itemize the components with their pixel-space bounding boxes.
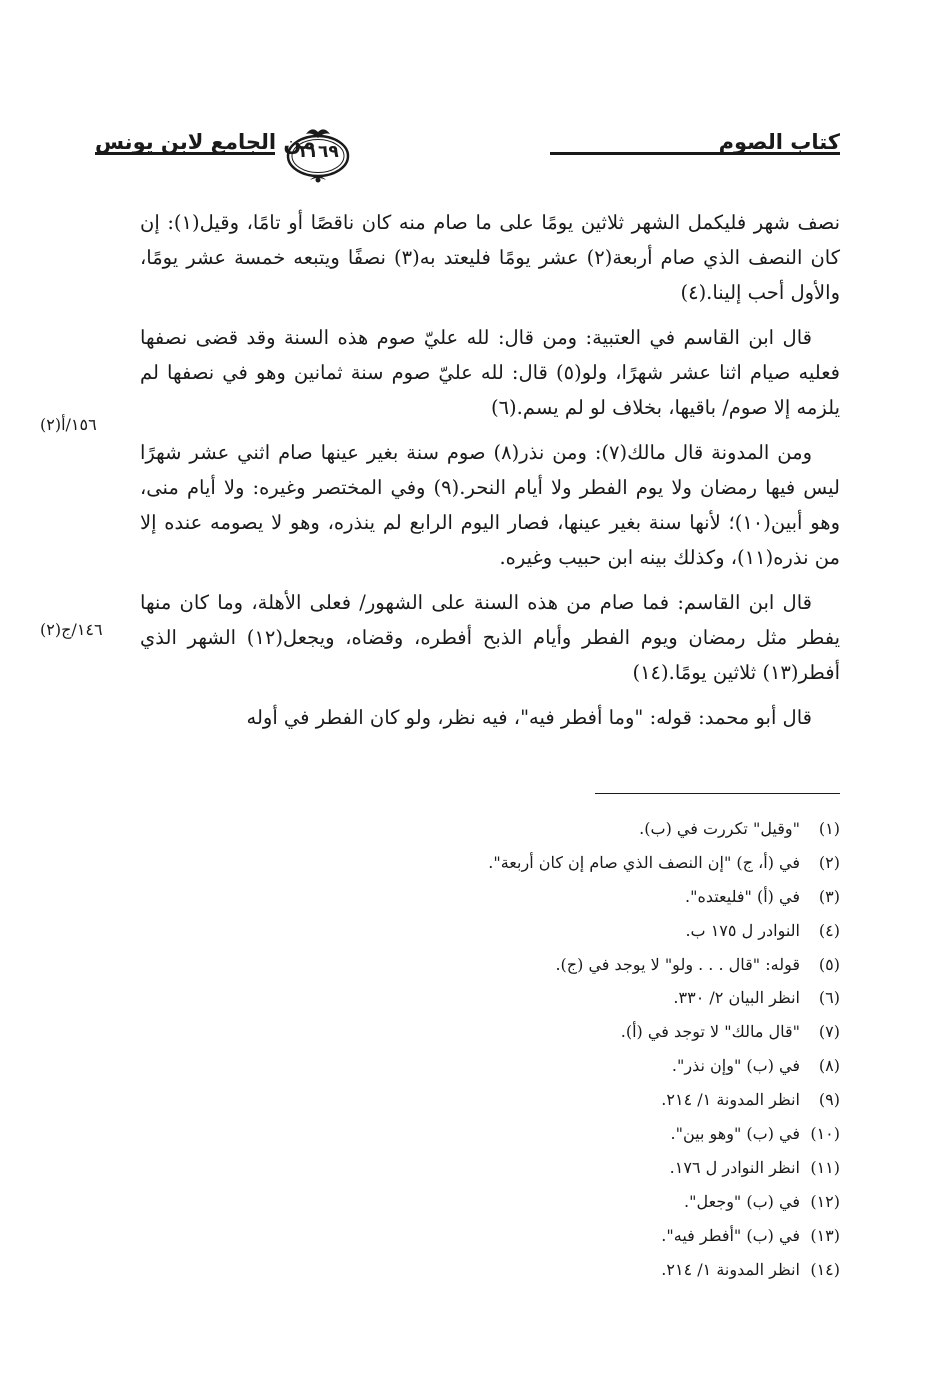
footnote-number: (٨) — [818, 1056, 840, 1076]
footnote-text: انظر البيان ٢/ ٣٣٠. — [673, 988, 800, 1008]
chapter-title: كتاب الصوم — [718, 130, 840, 154]
footnote-number: (٧) — [818, 1022, 840, 1042]
footnote-number: (١٤) — [810, 1259, 840, 1279]
header-rule-right — [550, 152, 840, 155]
paragraph: ومن المدونة قال مالك(٧): ومن نذر(٨) صوم سنة بغير عينها صام اثني عشر شهرًا ليس فيها رمضان ولا يوم الفطر ولا أيام النحر.(٩) وفي المختصر وغيره: ولا أيام منى، وهو أبين(١٠)؛ لأنها سنة بغير عينها، فصار اليوم الرابع لم ينذره، وهو لا يصومه عنده إلا من نذره(١١)، وكذلك بينه ابن حبيب وغيره. — [140, 441, 841, 569]
footnote-text: في (ب) "وهو بين". — [670, 1124, 800, 1144]
footnote-number: (١) — [818, 819, 840, 838]
footnote-text: في (ب) "وجعل". — [684, 1191, 800, 1211]
footnote-separator — [595, 793, 840, 794]
paragraph: قال أبو محمد: قوله: "وما أفطر فيه"، فيه نظر، ولو كان الفطر في أوله — [246, 706, 812, 729]
footnote-number: (١٠) — [810, 1124, 840, 1144]
footnote — [300, 1049, 840, 1083]
paragraph: قال ابن القاسم: فما صام من هذه السنة على الشهور/ فعلى الأهلة، وما كان منها يفطر مثل رمضان ويوم الفطر وأيام الذبح أفطره، وقضاه، ويجعل(١٢) الشهر الذي أفطر(١٣) ثلاثين يومًا.(١٤) — [140, 591, 840, 684]
footnote — [300, 1185, 840, 1219]
footnote-number: (١٢) — [810, 1191, 840, 1211]
footnote — [300, 1015, 840, 1049]
footnote-number: (١٣) — [810, 1225, 840, 1245]
page-number: ١١٦٩ — [297, 142, 339, 162]
footnote-text: انظر النوادر ل ١٧٦. — [669, 1157, 800, 1177]
footnote — [300, 1117, 840, 1151]
footnote — [300, 981, 840, 1015]
paragraph: قال ابن القاسم في العتبية: ومن قال: لله عليّ صوم هذه السنة وقد قضى نصفها فعليه صيام اثنا عشر شهرًا، ولو(٥) قال: لله عليّ صوم سنة ثمانين وهو في نصفها لم يلزمه إلا صوم/ باقيها، بخلاف لو لم يسم.(٦) — [140, 326, 840, 419]
footnote-number: (٩) — [818, 1090, 840, 1110]
footnote-text: "وقيل" تكررت في (ب). — [639, 819, 800, 838]
footnote-text: قوله: "قال . . . ولو" لا يوجد في (ج). — [555, 954, 800, 974]
footnote — [300, 880, 840, 914]
main-text — [140, 205, 840, 735]
footnote-number: (٢) — [818, 852, 840, 872]
footnote-text: في (ب) "أفطر فيه". — [661, 1225, 800, 1245]
footnote-text: في (أ) "فليعتده". — [685, 886, 800, 906]
paragraph: نصف شهر فليكمل الشهر ثلاثين يومًا على ما صام منه كان ناقصًا أو تامًا، وقيل(١): إن كان النصف الذي صام أربعة(٢) عشر يومًا فليعتد به(٣) نصفًا ويتبعه خمسة عشر يومًا، والأول أحب إلينا.(٤) — [140, 211, 841, 304]
footnote-text: في (ب) "وإن نذر". — [671, 1056, 800, 1076]
footnote-number: (١١) — [810, 1157, 840, 1177]
footnote-number: (٦) — [818, 988, 840, 1008]
footnote — [300, 948, 840, 982]
book-title: من الجامع لابن يونس — [95, 130, 316, 154]
footnote-text: انظر المدونة ١/ ٢١٤. — [661, 1090, 800, 1110]
footnote — [300, 846, 840, 880]
footnotes — [300, 812, 840, 1286]
footnote — [300, 914, 840, 948]
footnote-text: "قال مالك" لا توجد في (أ). — [620, 1022, 800, 1042]
footnote — [300, 812, 840, 846]
margin-note: ١٤٦/ج(٢) — [40, 620, 103, 639]
footnote-number: (٥) — [818, 954, 840, 974]
footnote-text: انظر المدونة ١/ ٢١٤. — [661, 1259, 800, 1279]
running-header — [95, 118, 840, 208]
footnote-number: (٤) — [818, 920, 840, 940]
footnote — [300, 1253, 840, 1287]
footnote-number: (٣) — [818, 886, 840, 906]
footnote — [300, 1219, 840, 1253]
footnote-text: في (أ، ج) "إن النصف الذي صام إن كان أربعة". — [488, 852, 800, 872]
margin-note: ١٥٦/أ(٢) — [40, 415, 97, 434]
footnote — [300, 1151, 840, 1185]
footnote — [300, 1083, 840, 1117]
footnote-text: النوادر ل ١٧٥ ب. — [685, 920, 800, 940]
